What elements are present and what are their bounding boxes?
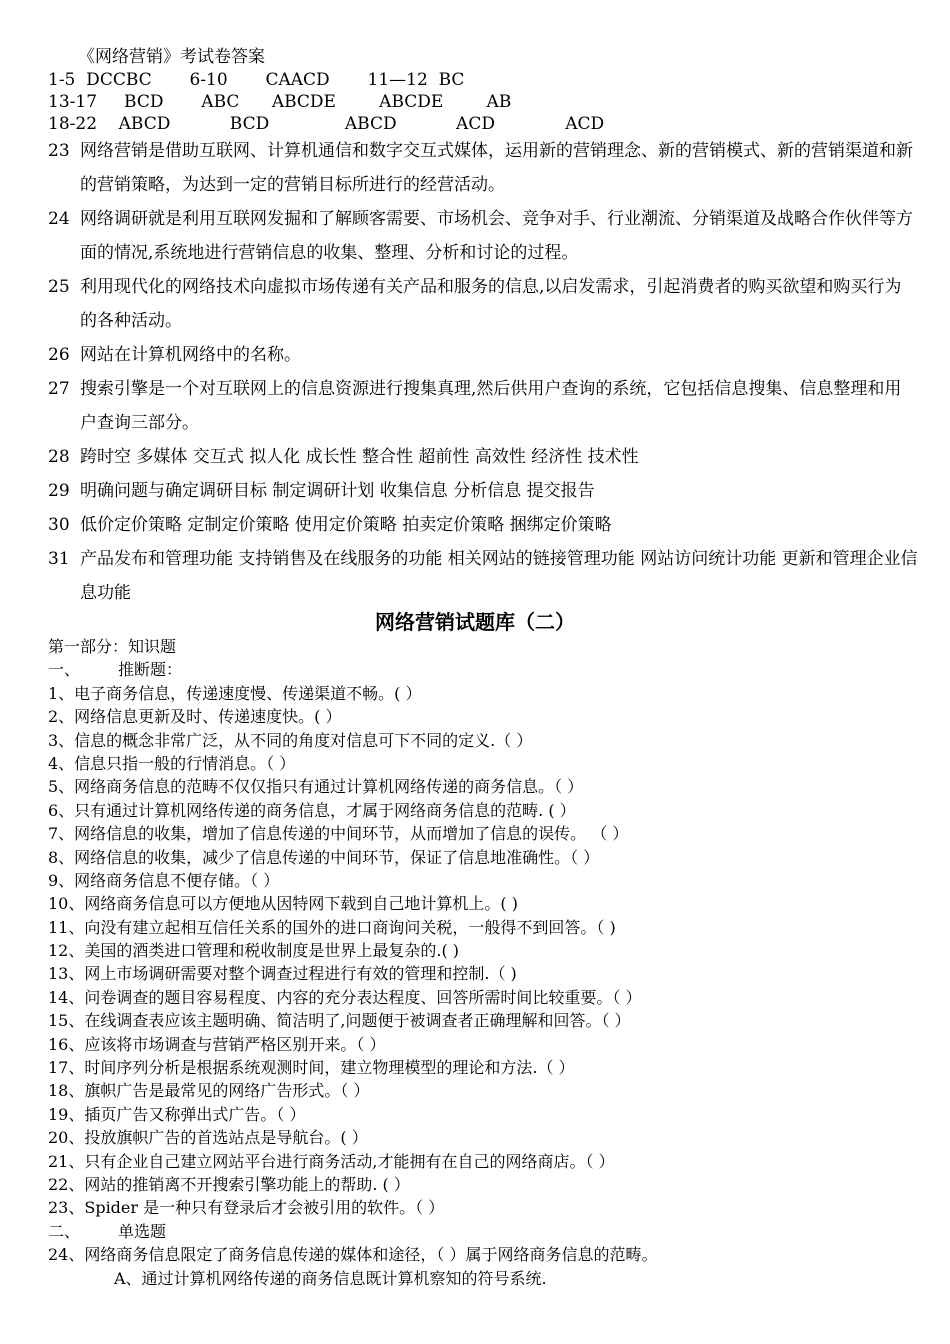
answer-item [48,372,918,440]
answer-number: 26 [48,345,70,365]
answer-row-1-5: 1-5 DCCBC 6-10 CAACD 11—12 BC [48,70,465,90]
answer-number: 30 [48,515,70,535]
answer-number: 28 [48,447,70,467]
question-bank-title: 网络营销试题库（二） [375,610,575,634]
answer-text: 网络营销是借助互联网、计算机通信和数字交互式媒体，运用新的营销理念、新的营销模式、新的营销渠道和新的营销策略，为达到一定的营销目标所进行的经营活动。 [80,141,913,195]
answer-text: 网站在计算机网络中的名称。 [80,345,301,365]
answer-text: 低价定价策略 定制定价策略 使用定价策略 拍卖定价策略 捆绑定价策略 [80,515,612,535]
part-label: 第一部分：知识题 [48,637,177,656]
section-number: 一、 [48,660,81,680]
choice-option: A、通过计算机网络传递的商务信息既计算机察知的符号系统. [114,1268,547,1288]
judgement-question: 19、插页广告又称弹出式广告。（ ） [48,1104,306,1124]
judgement-question: 6、只有通过计算机网络传递的商务信息，才属于网络商务信息的范畴. ( ） [48,800,576,820]
answer-item [48,338,918,372]
judgement-question: 1、电子商务信息，传递速度慢、传递渠道不畅。( ） [48,683,422,703]
answer-item [48,202,918,270]
judgement-question: 17、时间序列分析是根据系统观测时间，建立物理模型的理论和方法.（ ） [48,1058,575,1078]
answer-item [48,440,918,474]
judgement-question: 5、网络商务信息的范畴不仅仅指只有通过计算机网络传递的商务信息。（ ） [48,777,584,797]
answer-item [48,134,918,202]
judgement-question: 16、应该将市场调查与营销严格区别开来。（ ） [48,1034,386,1054]
answer-text: 利用现代化的网络技术向虚拟市场传递有关产品和服务的信息,以启发需求，引起消费者的购买欲望和购买行为的各种活动。 [80,277,902,331]
judgement-question: 11、向没有建立起相互信任关系的国外的进口商询问关税，一般得不到回答。（ ) [48,917,616,937]
judgement-question: 3、信息的概念非常广泛，从不同的角度对信息可下不同的定义.（ ） [48,730,533,750]
answer-text: 网络调研就是利用互联网发掘和了解顾客需要、市场机会、竞争对手、行业潮流、分销渠道及战略合作伙伴等方面的情况,系统地进行营销信息的收集、整理、分析和讨论的过程。 [80,209,913,263]
answer-row-18-22: 18-22 ABCD BCD ABCD ACD ACD [48,114,605,134]
answer-item [48,542,918,610]
answer-number: 31 [48,549,70,569]
section-name: 单选题 [118,1221,167,1241]
answer-number: 29 [48,481,70,501]
answer-text: 产品发布和管理功能 支持销售及在线服务的功能 相关网站的链接管理功能 网站访问统计功能 更新和管理企业信息功能 [80,549,918,603]
answer-number: 25 [48,277,70,297]
judgement-question: 21、只有企业自己建立网站平台进行商务活动,才能拥有在自己的网络商店。（ ） [48,1151,615,1171]
judgement-question: 18、旗帜广告是最常见的网络广告形式。（ ） [48,1081,370,1101]
judgement-question: 20、投放旗帜广告的首选站点是导航台。( ） [48,1128,368,1148]
answer-item [48,270,918,338]
choice-question: 24、网络商务信息限定了商务信息传递的媒体和途径，（ ）属于网络商务信息的范畴。 [48,1245,658,1265]
answer-item [48,474,918,508]
answer-number: 24 [48,209,70,229]
judgement-question: 13、网上市场调研需要对整个调查过程进行有效的管理和控制.（ ) [48,964,517,984]
answer-key-title: 《网络营销》考试卷答案 [78,47,265,67]
answer-text: 明确问题与确定调研目标 制定调研计划 收集信息 分析信息 提交报告 [80,481,595,501]
judgement-question: 7、网络信息的收集，增加了信息传递的中间环节，从而增加了信息的误传。 （ ） [48,824,629,844]
answer-text: 跨时空 多媒体 交互式 拟人化 成长性 整合性 超前性 高效性 经济性 技术性 [80,447,639,467]
question-list [48,635,928,1290]
answer-number: 27 [48,379,70,399]
answer-list [48,134,918,610]
answer-text: 搜索引擎是一个对互联网上的信息资源进行搜集真理,然后供用户查询的系统，它包括信息搜集、信息整理和用户查询三部分。 [80,379,902,433]
judgement-question: 14、问卷调查的题目容易程度、内容的充分表达程度、回答所需时间比较重要。（ ） [48,987,642,1007]
judgement-question: 15、在线调查表应该主题明确、简洁明了,问题便于被调查者正确理解和回答。（ ） [48,1011,631,1031]
answer-number: 23 [48,141,70,161]
judgement-question: 10、网络商务信息可以方便地从因特网下载到自己地计算机上。( ) [48,894,518,914]
section-name: 推断题： [118,660,183,680]
judgement-question: 4、信息只指一般的行情消息。（ ） [48,753,296,773]
section-heading [48,1220,928,1243]
answer-row-13-17: 13-17 BCD ABC ABCDE ABCDE AB [48,92,512,112]
section-heading [48,658,928,681]
judgement-question: 9、网络商务信息不便存储。（ ） [48,870,280,890]
judgement-question: 22、网站的推销离不开搜索引擎功能上的帮助. ( ） [48,1174,410,1194]
section-number: 二、 [48,1221,81,1241]
judgement-question: 2、网络信息更新及时、传递速度快。( ） [48,707,342,727]
judgement-question: 8、网络信息的收集，减少了信息传递的中间环节，保证了信息地准确性。（ ） [48,847,600,867]
answer-item [48,508,918,542]
judgement-question: 12、美国的酒类进口管理和税收制度是世界上最复杂的.( ) [48,941,460,961]
judgement-question: 23、Spider 是一种只有登录后才会被引用的软件。（ ） [48,1198,445,1218]
